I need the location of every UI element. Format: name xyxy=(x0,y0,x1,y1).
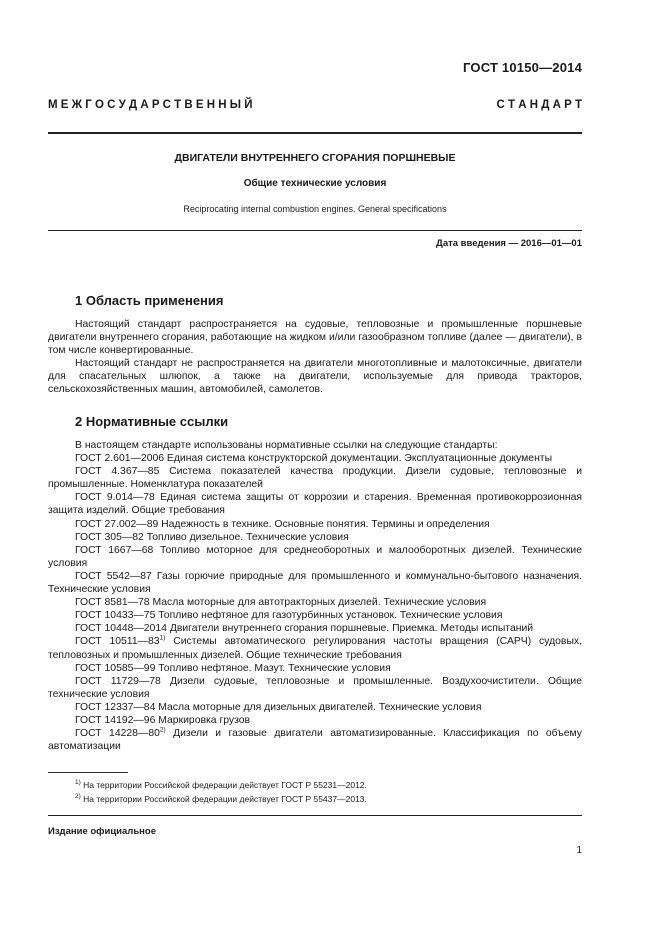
reference-item xyxy=(48,596,582,609)
section-1-body xyxy=(48,318,582,397)
ref-text: Топливо моторное для среднеоборотных и малооборотных дизелей. Технические условия xyxy=(48,544,582,569)
document-title: ДВИГАТЕЛИ ВНУТРЕННЕГО СГОРАНИЯ ПОРШНЕВЫЕ xyxy=(174,152,456,164)
ref-text: Маркировка грузов xyxy=(158,714,251,726)
english-title: Reciprocating internal combustion engines. General specifications xyxy=(183,204,447,214)
ref-text: Единая система конструкторской документации. Эксплуатационные документы xyxy=(166,453,553,465)
ref-code: ГОСТ 1667—68 xyxy=(75,544,154,556)
ref-code: ГОСТ 14192—96 xyxy=(75,714,156,726)
ref-code: ГОСТ 4.367—85 xyxy=(75,466,160,478)
header-rule xyxy=(48,132,582,134)
reference-item xyxy=(48,609,582,622)
ref-code: ГОСТ 14228—80 xyxy=(75,728,160,740)
ref-code: ГОСТ 5542—87 xyxy=(75,570,152,582)
ref-text: Топливо нефтяное. Мазут. Технические условия xyxy=(158,662,391,674)
ref-text: Системы автоматического регулирования частоты вращения (САРЧ) судовых, тепловозных и промышленных дизелей. Общие технические требования xyxy=(48,636,582,661)
reference-item xyxy=(48,635,582,661)
reference-item xyxy=(48,701,582,714)
section-2-intro: В настоящем стандарте использованы нормативные ссылки на следующие стандарты: xyxy=(75,440,498,451)
footnote-2 xyxy=(75,794,367,804)
reference-item xyxy=(48,662,582,675)
footnote-text: На территории Российской федерации действует ГОСТ Р 55437—2013. xyxy=(83,794,367,804)
ref-code: ГОСТ 27.002—89 xyxy=(75,518,159,530)
footer-rule xyxy=(48,815,582,816)
page-number: 1 xyxy=(576,845,582,856)
ref-code: ГОСТ 8581—78 xyxy=(75,597,150,609)
ref-text: Газы горючие природные для промышленного и коммунально-бытового назначения. Технические условия xyxy=(48,570,582,596)
ref-code: ГОСТ 305—82 xyxy=(75,531,144,543)
reference-item xyxy=(48,675,582,701)
reference-item xyxy=(48,465,582,491)
ref-text: Масла моторные для автотракторных дизелей. Технические условия xyxy=(152,597,487,609)
banner-left: М Е Ж Г О С У Д А Р С Т В Е Н Н Ы Й xyxy=(48,99,253,111)
footnote-ref: 1) xyxy=(159,634,166,642)
ref-text: Надежность в технике. Основные понятия. Термины и определения xyxy=(161,518,490,530)
section-2-heading: 2 Нормативные ссылки xyxy=(75,414,229,429)
ref-code: ГОСТ 10585—99 xyxy=(75,662,156,674)
section-1-heading: 1 Область применения xyxy=(75,293,224,308)
ref-text: Дизели судовые, тепловозные и промышленные. Воздухоочистители. Общие технические условия xyxy=(48,675,582,700)
ref-code: ГОСТ 11729—78 xyxy=(75,675,161,687)
ref-text: Масла моторные для дизельных двигателей. Технические условия xyxy=(158,701,482,713)
reference-item xyxy=(48,544,582,570)
document-subtitle: Общие технические условия xyxy=(243,178,387,189)
document-number: ГОСТ 10150—2014 xyxy=(463,60,582,75)
official-edition-label: Издание официальное xyxy=(48,826,156,837)
standard-banner xyxy=(48,99,582,111)
ref-text: Топливо дизельное. Технические условия xyxy=(146,531,349,543)
ref-text: Двигатели внутреннего сгорания поршневые. Приемка. Методы испытаний xyxy=(169,623,534,635)
footnote-mark: 2) xyxy=(75,793,81,801)
ref-code: ГОСТ 10511—83 xyxy=(75,636,160,648)
reference-item xyxy=(48,727,582,753)
ref-code: ГОСТ 10448—2014 xyxy=(75,623,167,635)
paragraph: Настоящий стандарт распространяется на судовые, тепловозные и промышленные поршневые двигатели внутреннего сгорания, работающие на жидком и/или газообразном топливе (далее — двигатели), в том числе конвертированные. xyxy=(48,319,582,357)
ref-code: ГОСТ 12337—84 xyxy=(75,701,156,713)
footnote-ref: 2) xyxy=(159,726,166,734)
ref-text: Система показателей качества продукции. Дизели судовые, тепловозные и промышленные. Номенклатура показателей xyxy=(48,466,583,491)
ref-code: ГОСТ 10433—75 xyxy=(75,610,156,622)
reference-item xyxy=(48,714,582,727)
footnote-separator xyxy=(48,772,128,773)
introduction-date: Дата введения — 2016—01—01 xyxy=(436,238,582,249)
reference-item xyxy=(48,518,582,531)
ref-text: Топливо нефтяное для газотурбинных установок. Технические условия xyxy=(158,610,503,622)
reference-item xyxy=(48,570,582,596)
reference-item xyxy=(48,452,582,465)
section-2-body xyxy=(48,439,582,753)
ref-text: Дизели и газовые двигатели автоматизированные. Классификация по объему автоматизации xyxy=(48,728,582,753)
footnote-mark: 1) xyxy=(75,779,81,787)
ref-code: ГОСТ 2.601—2006 xyxy=(75,453,165,465)
paragraph: Настоящий стандарт не распространяется на двигатели многотопливные и малотоксичные, двигатели для спасательных шлюпок, а также на двигатели, используемые для привода тракторов, сельскохозяйственных машин, автомобилей, самолетов. xyxy=(48,358,582,396)
footnote-1 xyxy=(75,780,367,790)
banner-right: С Т А Н Д А Р Т xyxy=(496,99,582,111)
reference-item xyxy=(48,491,582,517)
reference-item xyxy=(48,531,582,544)
ref-text: Единая система защиты от коррозии и старения. Временная противокоррозионная защита изделий. Общие требования xyxy=(48,492,583,517)
ref-code: ГОСТ 9.014—78 xyxy=(75,492,155,504)
title-rule xyxy=(48,230,582,231)
footnote-text: На территории Российской федерации действует ГОСТ Р 55231—2012. xyxy=(83,780,367,790)
reference-item xyxy=(48,622,582,635)
